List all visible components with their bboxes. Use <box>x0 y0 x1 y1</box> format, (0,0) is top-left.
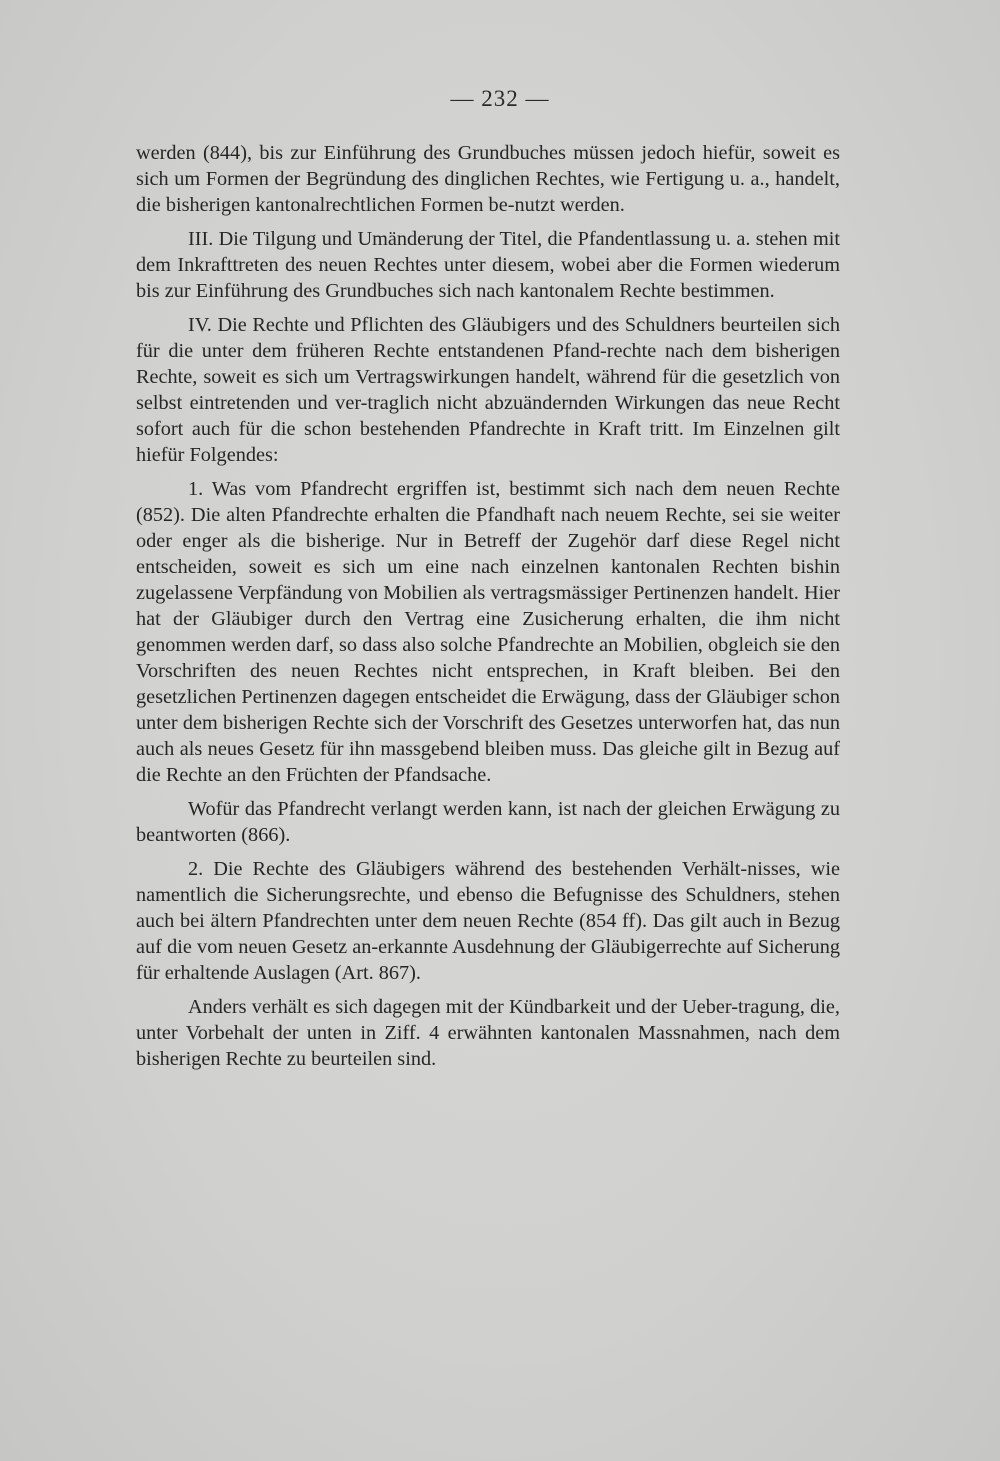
paragraph-item-2-followup: Anders verhält es sich dagegen mit der Kündbarkeit und der Ueber-tragung, die, unter Vorbehalt der unten in Ziff. 4 erwähnten kantonalen Massnahmen, nach dem bisherigen Rechte zu beurteilen sind. <box>136 996 840 1070</box>
paragraph-item-2: 2. Die Rechte des Gläubigers während des bestehenden Verhält-nisses, wie namentlich die Sicherungsrechte, und ebenso die Befugnisse des Schuldners, stehen auch bei ältern Pfandrechten unter dem neuen Rechte (854 ff). Das gilt auch in Bezug auf die vom neuen Gesetz an-erkannte Ausdehnung der Gläubigerrechte auf Sicherung für erhaltende Auslagen (Art. 867). <box>136 858 840 984</box>
paragraph-section-iv: IV. Die Rechte und Pflichten des Gläubigers und des Schuldners beurteilen sich für die unter dem früheren Rechte entstandenen Pfand-rechte nach dem bisherigen Rechte, soweit es sich um Vertragswirkungen handelt, während für die gesetzlich von selbst eintretenden und ver-traglich nicht abzuändernden Wirkungen das neue Recht sofort auch für die schon bestehenden Pfandrechte in Kraft tritt. Im Einzelnen gilt hiefür Folgendes: <box>136 314 840 466</box>
page-number: — 232 — <box>450 86 550 111</box>
paragraph-item-1: 1. Was vom Pfandrecht ergriffen ist, bestimmt sich nach dem neuen Rechte (852). Die alten Pfandrechte erhalten die Pfandhaft nach neuem Rechte, sei sie weiter oder enger als die bisherige. Nur in Betreff der Zugehör darf diese Regel nicht entscheiden, soweit es sich um eine nach einzelnen kantonalen Rechten bishin zugelassene Verpfändung von Mobilien als vertragsmässiger Pertinenzen handelt. Hier hat der Gläubiger durch den Vertrag eine Zusicherung erhalten, die ihm nicht genommen werden darf, so dass also solche Pfandrechte an Mobilien, obgleich sie den Vorschriften des neuen Rechtes nicht entsprechen, in Kraft bleiben. Bei den gesetzlichen Pertinenzen dagegen entscheidet die Erwägung, dass der Gläubiger schon unter dem bisherigen Rechte sich der Vorschrift des Gesetzes unterworfen hat, das nun auch als neues Gesetz für ihn massgebend bleiben muss. Das gleiche gilt in Bezug auf die Rechte an den Früchten der Pfandsache. <box>136 478 840 786</box>
paragraph-continuation: werden (844), bis zur Einführung des Grundbuches müssen jedoch hiefür, soweit es sich um Formen der Begründung des dinglichen Rechtes, wie Fertigung u. a., handelt, die bisherigen kantonalrechtlichen Formen be-nutzt werden. <box>136 142 840 216</box>
paragraph-item-1-followup: Wofür das Pfandrecht verlangt werden kann, ist nach der gleichen Erwägung zu beantworten (866). <box>136 798 840 846</box>
body-text <box>136 140 840 1080</box>
paragraph-section-iii: III. Die Tilgung und Umänderung der Titel, die Pfandentlassung u. a. stehen mit dem Inkrafttreten des neuen Rechtes unter diesem, wobei aber die Formen wiederum bis zur Einführung des Grundbuches sich nach kantonalem Rechte bestimmen. <box>136 228 840 302</box>
